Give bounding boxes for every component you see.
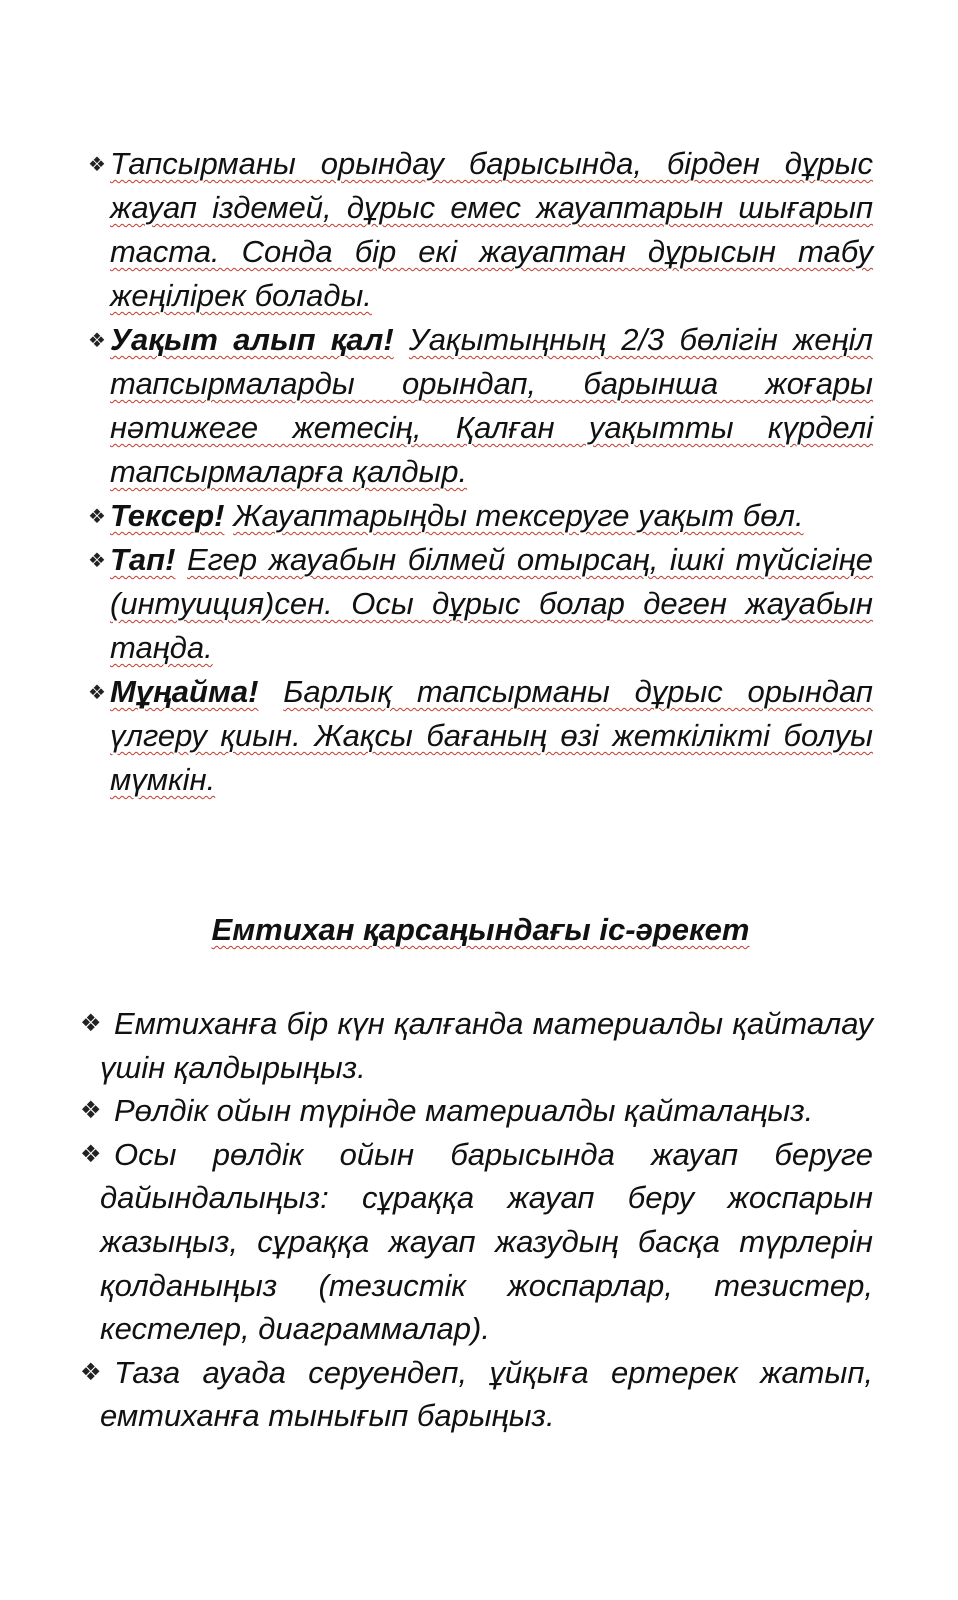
tip-keyword: Уақыт алып қал! <box>110 322 394 357</box>
diamond-bullet-icon: ❖ <box>88 548 106 572</box>
list-item <box>88 142 873 318</box>
tip-keyword: Тексер! <box>110 498 225 533</box>
action-text: Таза ауада серуендеп, ұйқыға ертерек жатып, емтиханға тынығып барыңыз. <box>100 1354 873 1434</box>
action-text: Емтиханға бір күн қалғанда материалды қайталау үшін қалдырыңыз. <box>100 1006 873 1085</box>
list-item <box>80 1351 873 1438</box>
diamond-bullet-icon: ❖ <box>80 1357 102 1386</box>
list-item <box>88 670 873 802</box>
action-text: Осы рөлдік ойын барысында жауап беруге дайындалыңыз: сұраққа жауап беру жоспарын жазыңыз, сұраққа жауап жазудың басқа түрлерін қолданыңыз (тезистік жоспарлар, тезистер, кестелер, диаграммалар). <box>100 1136 873 1347</box>
tip-text: Егер жауабын білмей отырсаң, ішкі түйсігіңе (интуиция)сен. Осы дұрыс болар деген жауабын таңда. <box>110 542 873 665</box>
tip-keyword: Мұңайма! <box>110 674 259 709</box>
list-item <box>80 1089 873 1133</box>
tip-text: Тапсырманы орындау барысында, бірден дұрыс жауап іздемей, дұрыс емес жауаптарын шығарып таста. Сонда бір екі жауаптан дұрысын табу жеңілірек болады. <box>110 146 873 313</box>
action-text: Рөлдік ойын түрінде материалды қайталаңыз. <box>114 1093 814 1129</box>
list-item <box>88 538 873 670</box>
diamond-bullet-icon: ❖ <box>80 1009 102 1037</box>
section-heading <box>88 908 873 952</box>
diamond-bullet-icon: ❖ <box>88 152 106 176</box>
list-item <box>80 1133 873 1351</box>
exam-tips-list <box>88 142 873 802</box>
list-item <box>88 318 873 494</box>
tip-text: Жауаптарыңды тексеруге уақыт бөл. <box>233 498 804 533</box>
diamond-bullet-icon: ❖ <box>80 1096 102 1125</box>
diamond-bullet-icon: ❖ <box>88 680 106 704</box>
tip-keyword: Тап! <box>110 542 176 577</box>
list-item <box>88 494 873 538</box>
diamond-bullet-icon: ❖ <box>88 504 106 528</box>
exam-eve-actions-list <box>80 1002 873 1438</box>
section-heading-text: Емтихан қарсаңындағы іс-әрекет <box>211 912 750 947</box>
diamond-bullet-icon: ❖ <box>88 328 106 352</box>
diamond-bullet-icon: ❖ <box>80 1139 102 1168</box>
tip-text: Уақытыңның 2/3 бөлігін жеңіл тапсырмаларды орындап, барынша жоғары нәтижеге жетесің, Қалған уақытты күрделі тапсырмаларға қалдыр. <box>110 322 873 489</box>
tip-text: Барлық тапсырманы дұрыс орындап үлгеру қиын. Жақсы бағаның өзі жеткілікті болуы мүмкін. <box>110 674 873 797</box>
list-item <box>80 1002 873 1089</box>
